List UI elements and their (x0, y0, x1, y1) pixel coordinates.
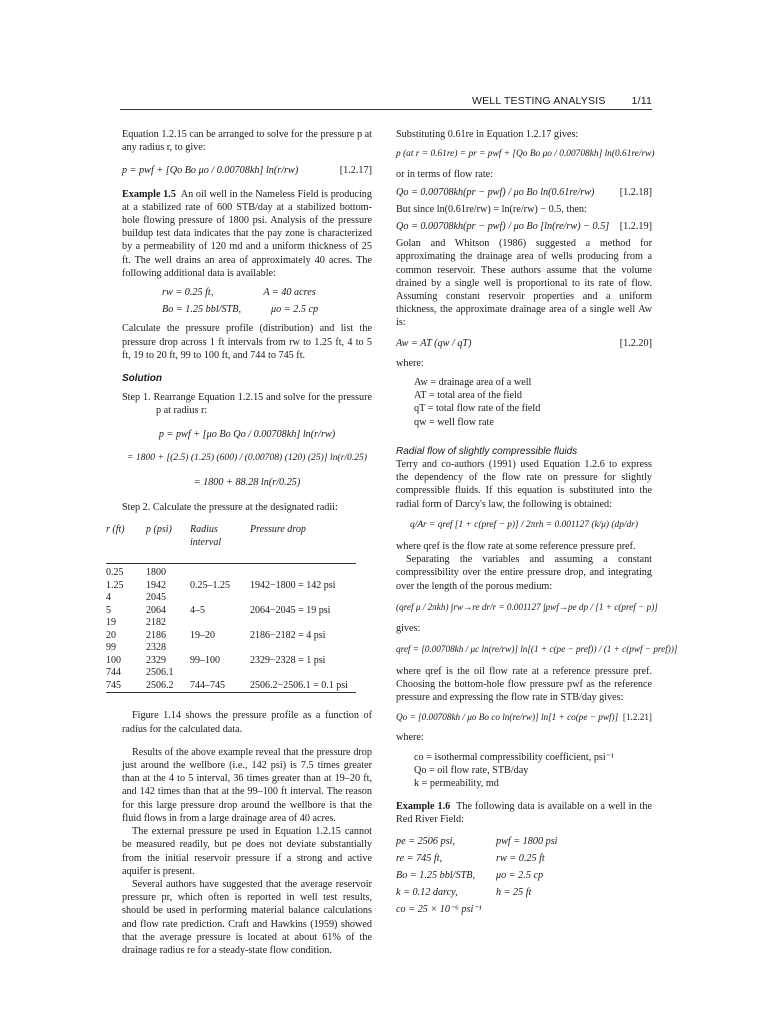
equation-number: [1.2.17] (339, 165, 372, 177)
table-cell: 745 (106, 679, 121, 691)
table-cell: 2182 (146, 617, 166, 629)
data-row (396, 833, 652, 850)
since-text: But since ln(0.61re/rw) = ln(re/rw) − 0.5, then: (396, 203, 587, 215)
list-item: Aw = drainage area of a well (414, 377, 532, 389)
solution-heading: Solution (122, 373, 162, 385)
table-cell: 1.25 (106, 579, 124, 591)
data-value: re = 745 ft, (396, 852, 443, 864)
data-mu: μo = 2.5 cp (271, 304, 319, 316)
data-row (396, 901, 652, 918)
table-cell: 1800 (146, 567, 166, 579)
where-qref-paragraph: where qref is the oil flow rate at a reference pressure pref. Choosing the bottom-hole flow pressure pwf as the reference pressure and expressing the flow rate in STB/day gives: (396, 665, 652, 703)
data-bo: Bo = 1.25 bbl/STB, (162, 304, 242, 316)
table-row (106, 630, 356, 643)
data-rw: rw = 0.25 ft, (162, 287, 214, 299)
table-cell: 2506.2 (146, 679, 174, 691)
equation-expr: Aw = AT (qw / qT) (396, 337, 472, 349)
table-cell: 744 (106, 667, 121, 679)
table-cell: 2064−2045 = 19 psi (250, 604, 331, 616)
data-row (396, 884, 652, 901)
example-text: The following data is available on a well in the Red River Field: (396, 801, 652, 826)
table-cell: 2064 (146, 604, 166, 616)
substituting-paragraph: Substituting 0.61re in Equation 1.2.17 gives: (396, 129, 579, 140)
list-item: k = permeability, md (414, 777, 499, 789)
where-label-2: where: (396, 732, 424, 744)
gives-label: gives: (396, 623, 421, 635)
col-p: p (psi) (146, 524, 172, 536)
table-cell: 99 (106, 642, 116, 654)
example-1-6-data (396, 833, 652, 919)
data-row (396, 867, 652, 884)
data-value: Bo = 1.25 bbl/STB, (396, 869, 476, 881)
table-cell: 19 (106, 617, 116, 629)
col-r: r (ft) (106, 524, 125, 536)
example-label: Example 1.5 (122, 188, 176, 200)
table-cell: 1942−1800 = 142 psi (250, 579, 336, 591)
step-1: Step 1. Rearrange Equation 1.2.15 and solve for the pressure p at radius r: (122, 392, 372, 417)
list-item: co = isothermal compressibility coefficient, psi⁻¹ (414, 751, 615, 763)
table-cell: 2186 (146, 629, 166, 641)
page-number: 1/11 (631, 95, 652, 107)
equation-number: [1.2.20] (619, 337, 652, 349)
table-cell: 0.25 (106, 567, 124, 579)
external-paragraph: The external pressure pe used in Equation 1.2.15 cannot be measured readily, but pe does not deviate substantially from the initial reservoir pressure if a strong and active aquifer is present. (122, 826, 372, 877)
eq-substituted: p (at r = 0.61re) = pr = pwf + [Qo Bo μo / 0.00708kh] ln(0.61re/rw) (396, 149, 655, 160)
data-area: A = 40 acres (263, 287, 316, 299)
data-value: k = 0.12 darcy, (396, 887, 458, 899)
equation-1-2-18 (396, 182, 652, 203)
calc-paragraph: Calculate the pressure profile (distribution) and list the pressure drop across 1 ft intervals from rw to 1.25 ft, 4 to 5 ft, 19 to 20 ft, 99 to 100 ft, and 744 to 745 ft. (122, 323, 372, 361)
equation-1-2-17 (122, 164, 372, 177)
several-paragraph: Several authors have suggested that the average reservoir pressure pr, which often is reported in well test results, should be used in performing material balance calculations and flow rate prediction. Craft and Hawkins (1959) showed that the average pressure is located at about 61% of the drainage radius re for a steady-state flow condition. (122, 878, 372, 956)
table-body (106, 564, 356, 693)
data-value: pe = 2506 psi, (396, 835, 455, 847)
table-cell (190, 564, 250, 580)
data-value: μo = 2.5 cp (496, 869, 544, 881)
table-cell: 4 (106, 592, 111, 604)
eq-darcy: q/Ar = qref [1 + c(pref − p)] / 2πrh = 0.001127 (k/μ) (dp/dr) (410, 519, 638, 530)
table-cell: 2329−2328 = 1 psi (250, 654, 326, 666)
example-1-6 (396, 800, 652, 826)
step1-eq1: p = pwf + [μo Bo Qo / 0.00708kh] ln(r/rw) (158, 428, 336, 440)
where-list-1 (396, 376, 652, 429)
equation-1-2-21 (396, 704, 652, 731)
table-cell: 2329 (146, 654, 166, 666)
table-cell (190, 667, 250, 680)
table-cell: 2506.1 (146, 667, 174, 679)
equation-number: [1.2.18] (619, 186, 652, 198)
table-cell: 2328 (146, 642, 166, 654)
terry-paragraph: Terry and co-authors (1991) used Equation 1.2.6 to express the dependency of the flow rate on pressure for slightly compressible fluids. If this equation is substituted into the radial form of Darcy's law, the following is obtained: (396, 459, 652, 510)
table-row (106, 592, 356, 605)
pressure-table (106, 524, 356, 693)
table-cell (250, 564, 356, 580)
step-2: Step 2. Calculate the pressure at the designated radii: (122, 502, 338, 514)
qref-definition: where qref is the flow rate at some reference pressure pref. (396, 541, 636, 553)
col-interval: Radius interval (190, 524, 222, 548)
table-cell (190, 642, 250, 655)
table-cell (250, 642, 356, 655)
table-cell (250, 592, 356, 605)
data-row-2 (122, 303, 372, 316)
table-row (106, 564, 356, 580)
example-label: Example 1.6 (396, 801, 451, 813)
data-value: pwf = 1800 psi (496, 835, 558, 847)
table-cell: 0.25–1.25 (190, 579, 230, 591)
separating-paragraph: Separating the variables and assuming a constant compressibility over the entire pressure drop, and integrating over the length of the porous medium: (396, 554, 652, 592)
table-row (106, 617, 356, 630)
where-label: where: (396, 357, 424, 369)
table-cell: 99–100 (190, 654, 220, 666)
eq-integral: (qref μ / 2πkh) ∫rw→re dr/r = 0.001127 ∫pwf→pe dp / [1 + c(pref − p)] (396, 601, 658, 612)
data-value: co = 25 × 10⁻⁶ psi⁻¹ (396, 904, 482, 916)
equation-expr: p = pwf + [Qo Bo μo / 0.00708kh] ln(r/rw) (122, 165, 299, 177)
data-value: rw = 0.25 ft (496, 852, 545, 864)
table-cell (190, 592, 250, 605)
running-title: WELL TESTING ANALYSIS (471, 95, 606, 107)
eq-qref: qref = [0.00708kh / μc ln(re/rw)] ln[(1 + c(pe − pref)) / (1 + c(pwf − pref))] (396, 644, 678, 655)
table-cell (250, 667, 356, 680)
flow-terms: or in terms of flow rate: (396, 169, 494, 181)
intro-paragraph: Equation 1.2.15 can be arranged to solve for the pressure p at any radius r, to give: (122, 129, 372, 154)
data-value: h = 25 ft (496, 887, 532, 899)
example-1-5 (122, 188, 372, 280)
equation-expr: Qo = 0.00708kh(pr − pwf) / μo Bo [ln(re/rw) − 0.5] (396, 221, 610, 233)
list-item: Qo = oil flow rate, STB/day (414, 764, 529, 776)
equation-expr: Qo = [0.00708kh / μo Bo co ln(re/rw)] ln[1 + co(pe − pwf)] (396, 712, 619, 723)
table-cell: 19–20 (190, 629, 215, 641)
table-cell: 4–5 (190, 604, 205, 616)
data-row (396, 850, 652, 867)
figure-paragraph: Figure 1.14 shows the pressure profile as a function of radius for the calculated data. (122, 710, 372, 735)
table-row (106, 667, 356, 680)
equation-expr: Qo = 0.00708kh(pr − pwf) / μo Bo ln(0.61re/rw) (396, 186, 595, 198)
table-row (106, 680, 356, 693)
table-cell: 1942 (146, 579, 166, 591)
results-paragraph: Results of the above example reveal that the pressure drop just around the wellbore (i.e., 142 psi) is 7.5 times greater than at the 4 to 5 interval, 36 times greater than at 19–20 ft, and 142 times than that at the 99–100 ft interval. The reason for this large pressure drop around the wellbore is that the fluid flows in from a large drainage area of 40 acres. (122, 746, 372, 824)
left-column (106, 128, 372, 957)
table-cell (250, 617, 356, 630)
equation-1-2-19 (396, 216, 652, 237)
table-cell: 20 (106, 629, 116, 641)
data-row-1 (122, 286, 372, 299)
table-cell: 100 (106, 654, 121, 666)
list-item: qw = well flow rate (414, 416, 494, 428)
running-head (472, 95, 652, 108)
step1-eq3: = 1800 + 88.28 ln(r/0.25) (193, 477, 301, 489)
list-item: AT = total area of the field (414, 390, 522, 402)
table-cell: 2506.2−2506.1 = 0.1 psi (250, 679, 348, 691)
table-cell: 2045 (146, 592, 166, 604)
table-row (106, 655, 356, 668)
where-list-2 (396, 751, 652, 791)
example-text: An oil well in the Nameless Field is producing at a stabilized rate of 600 STB/day at a stabilized bottom-hole flowing pressure of 1800 psi. Analysis of the pressure buildup test data indicates that the pay zone is characterized by a permeability of 120 md and a uniform thickness of 25 ft. The well drains an area of approximately 40 acres. The following additional data is available: (122, 188, 372, 279)
section-heading: Radial flow of slightly compressible fluids (396, 445, 578, 457)
equation-number: [1.2.21] (622, 712, 652, 723)
col-drop: Pressure drop (250, 524, 306, 536)
page-header (120, 95, 652, 110)
table-cell: 744–745 (190, 679, 225, 691)
list-item: qT = total flow rate of the field (414, 403, 541, 415)
right-column (396, 128, 678, 919)
table-cell: 5 (106, 604, 111, 616)
equation-number: [1.2.19] (619, 221, 652, 233)
table-cell: 2186−2182 = 4 psi (250, 629, 326, 641)
table-row (106, 580, 356, 593)
golan-paragraph: Golan and Whitson (1986) suggested a method for approximating the drainage area of wells producing from a common reservoir. These authors assume that the volume drained by a single well is proportional to its rate of flow. Assuming constant reservoir properties and a uniform thickness, the approximate drainage area of a single well Aw is: (396, 238, 652, 329)
table-cell (190, 617, 250, 630)
table-row (106, 642, 356, 655)
step1-eq2: = 1800 + [(2.5) (1.25) (600) / (0.00708) (120) (25)] ln(r/0.25) (127, 451, 367, 463)
table-row (106, 605, 356, 618)
equation-1-2-20 (396, 330, 652, 357)
table-header (106, 524, 356, 549)
